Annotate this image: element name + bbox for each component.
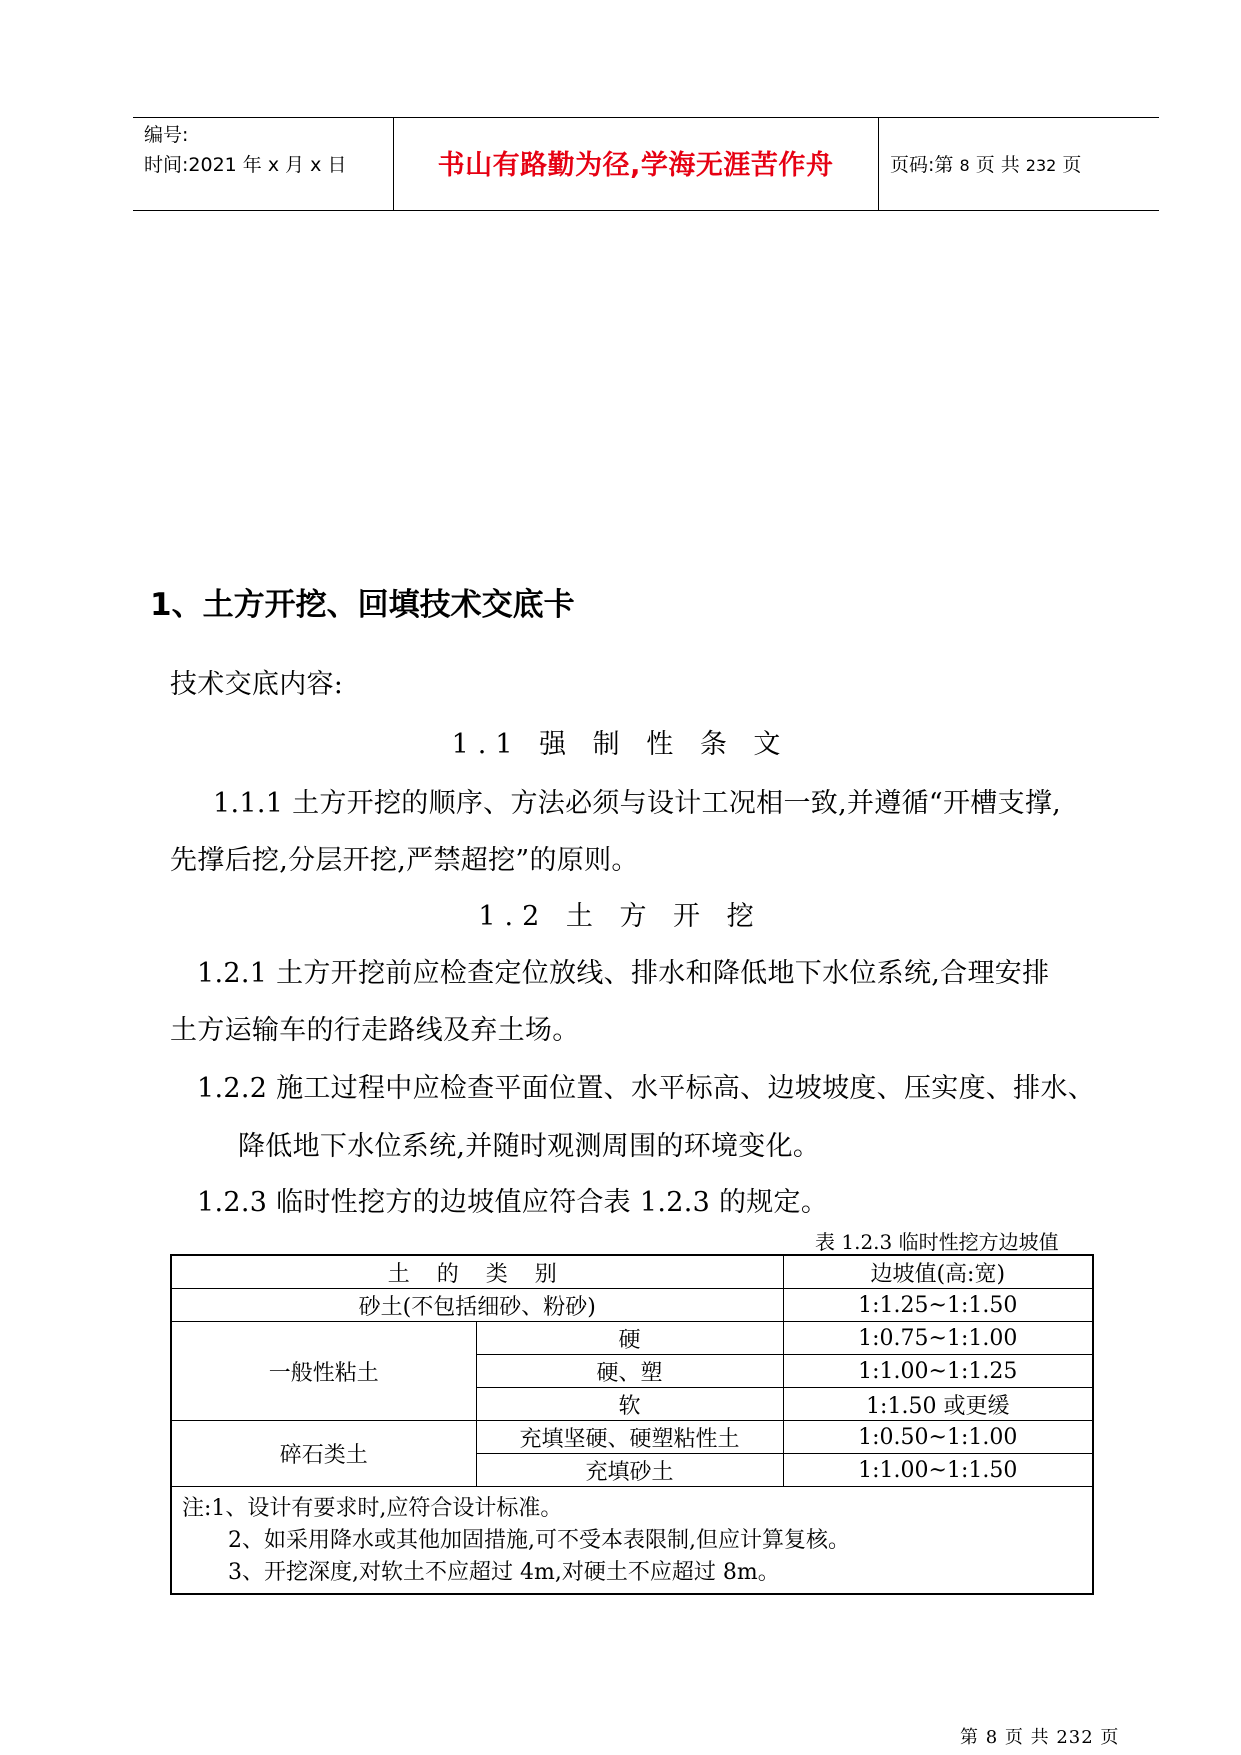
header-divider-right — [878, 117, 879, 210]
table-note-3: 3、开挖深度,对软土不应超过 4m,对硬土不应超过 8m。 — [228, 1560, 780, 1585]
table-row — [171, 1322, 1093, 1355]
table-row — [171, 1421, 1093, 1454]
slope-value-table — [170, 1254, 1094, 1595]
header-top-rule — [133, 117, 1159, 118]
header-meta — [144, 120, 346, 180]
table-caption: 表 1.2.3 临时性挖方边坡值 — [815, 1230, 1059, 1254]
header-bottom-rule — [133, 210, 1159, 211]
page-total: 232 — [1025, 156, 1057, 175]
soil-sand: 砂土(不包括细砂、粉砂) — [171, 1289, 783, 1322]
table-header-row — [171, 1255, 1093, 1289]
slope-sand: 1:1.25~1:1.50 — [783, 1289, 1093, 1322]
paragraph-1-2-2-line1: 1.2.2 施工过程中应检查平面位置、水平标高、边坡坡度、压实度、排水、 — [197, 1073, 1096, 1104]
paragraph-1-2-3: 1.2.3 临时性挖方的边坡值应符合表 1.2.3 的规定。 — [197, 1187, 829, 1218]
table-notes — [171, 1487, 1093, 1595]
table-row — [171, 1289, 1093, 1322]
slope-clay-soft: 1:1.50 或更缓 — [783, 1388, 1093, 1421]
header-slope-value: 边坡值(高:宽) — [783, 1255, 1093, 1289]
paragraph-1-1-1-line1: 1.1.1 土方开挖的顺序、方法必须与设计工况相一致,并遵循“开槽支撑, — [213, 788, 1062, 819]
header-motto: 书山有路勤为径,学海无涯苦作舟 — [437, 150, 834, 181]
soil-clay-hard: 硬 — [476, 1322, 783, 1355]
header-page-info — [890, 150, 1081, 177]
soil-gravel-sand: 充填砂土 — [476, 1454, 783, 1487]
page-mid: 页 共 — [975, 154, 1020, 176]
paragraph-1-2-1-line2: 土方运输车的行走路线及弃土场。 — [170, 1015, 580, 1046]
subsection-heading-1-1: 1.1 强 制 性 条 文 — [451, 729, 790, 760]
slope-gravel-cohesive: 1:0.50~1:1.00 — [783, 1421, 1093, 1454]
slope-clay-hard: 1:0.75~1:1.00 — [783, 1322, 1093, 1355]
page-prefix: 页码:第 — [890, 154, 954, 176]
table-note-2: 2、如采用降水或其他加固措施,可不受本表限制,但应计算复核。 — [228, 1528, 850, 1553]
paragraph-1-1-1-line2: 先撑后挖,分层开挖,严禁超挖”的原则。 — [170, 845, 639, 876]
page-suffix: 页 — [1062, 154, 1082, 176]
table-notes-row — [171, 1487, 1093, 1595]
soil-gravel-cohesive: 充填坚硬、硬塑粘性土 — [476, 1421, 783, 1454]
section-title: 1、土方开挖、回填技术交底卡 — [150, 587, 575, 623]
header-soil-type: 土 的 类 别 — [171, 1255, 783, 1289]
paragraph-1-2-1-line1: 1.2.1 土方开挖前应检查定位放线、排水和降低地下水位系统,合理安排 — [197, 958, 1050, 989]
slope-clay-hardplastic: 1:1.00~1:1.25 — [783, 1355, 1093, 1388]
document-number-label: 编号: — [144, 124, 189, 146]
intro-text: 技术交底内容: — [170, 669, 344, 700]
soil-clay-hardplastic: 硬、塑 — [476, 1355, 783, 1388]
page-number: 8 — [959, 156, 970, 175]
document-time-label: 时间:2021 年 x 月 x 日 — [144, 154, 347, 176]
subsection-heading-1-2: 1.2 土 方 开 挖 — [478, 901, 763, 932]
page-footer: 第 8 页 共 232 页 — [960, 1727, 1120, 1748]
soil-clay-group: 一般性粘土 — [171, 1322, 476, 1421]
slope-gravel-sand: 1:1.00~1:1.50 — [783, 1454, 1093, 1487]
paragraph-1-2-2-line2: 降低地下水位系统,并随时观测周围的环境变化。 — [238, 1131, 821, 1162]
soil-gravel-group: 碎石类土 — [171, 1421, 476, 1487]
table-note-1: 注:1、设计有要求时,应符合设计标准。 — [182, 1496, 563, 1521]
soil-clay-soft: 软 — [476, 1388, 783, 1421]
